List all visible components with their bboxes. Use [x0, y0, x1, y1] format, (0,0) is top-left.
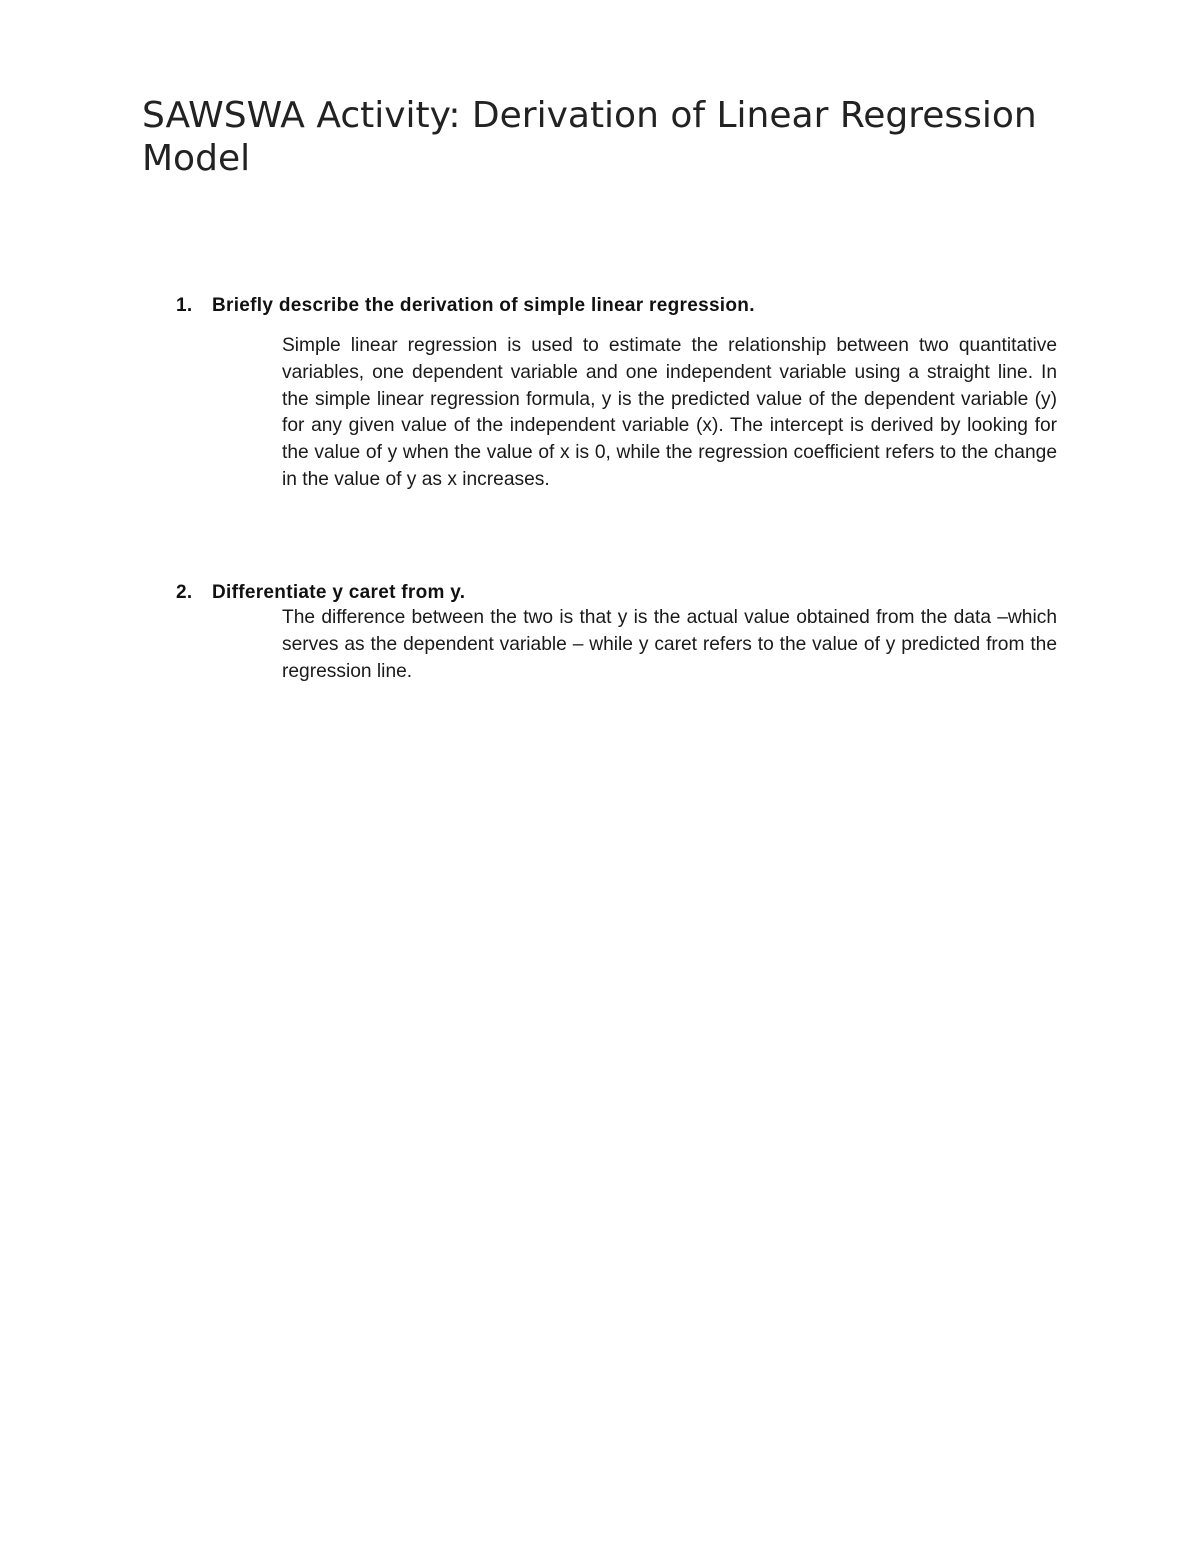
question-1-answer: Simple linear regression is used to estimate the relationship between two quantitative variables, one dependent variable and one independent variable using a straight line. In the simple linear regression formula, y is the predicted value of the dependent variable (y) for any given value of the independent variable (x). The intercept is derived by looking for the value of y when the value of x is 0, while the regression coefficient refers to the change in the value of y as x increases.	[282, 335, 1057, 490]
document-title: SAWSWA Activity: Derivation of Linear Regression Model	[142, 95, 1037, 179]
question-1-number: 1.	[176, 295, 193, 316]
question-1	[176, 292, 755, 319]
question-2-number: 2.	[176, 582, 193, 603]
question-2-prompt: Differentiate y caret from y.	[212, 582, 466, 603]
question-1-prompt: Briefly describe the derivation of simple linear regression.	[212, 295, 755, 316]
question-2	[176, 579, 465, 606]
question-2-answer: The difference between the two is that y is the actual value obtained from the data –which serves as the dependent variable – while y caret refers to the value of y predicted from the regression line.	[282, 607, 1057, 682]
